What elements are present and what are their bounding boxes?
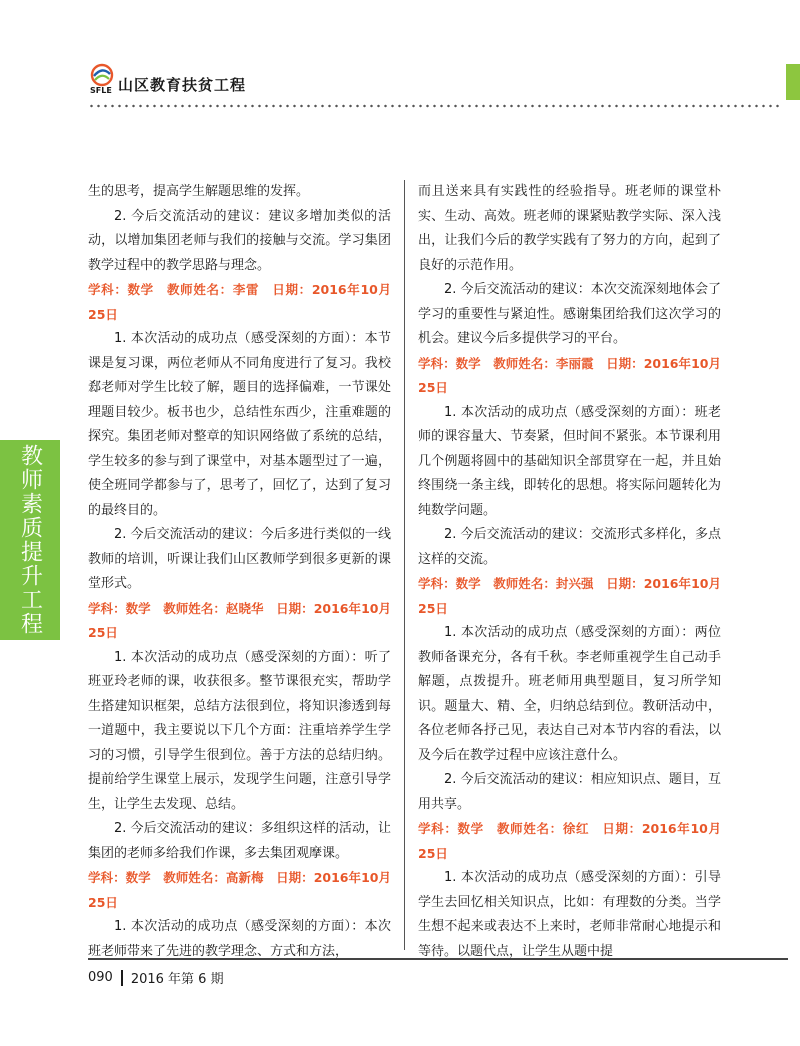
- left-column: [88, 180, 391, 959]
- paragraph: 1. 本次活动的成功点（感受深刻的方面）：班老师的课容量大、节奏紧，但时间不紧张。本节课利用几个例题将圆中的基础知识全部贯穿在一起，并且始终围绕一条主线，即转化的思想。将实际问题转化为纯数学问题。: [418, 404, 721, 518]
- page-header: [88, 64, 778, 104]
- paragraph: 2. 今后交流活动的建议：交流形式多样化，多点这样的交流。: [418, 527, 721, 567]
- header-decoration: [786, 64, 800, 100]
- paragraph-continuation: 而且送来具有实践性的经验指导。班老师的课堂朴实、生动、高效。班老师的课紧贴教学实际、深入浅出，让我们今后的教学实践有了努力的方向，起到了良好的示范作用。: [418, 184, 721, 273]
- page-number: 090: [88, 970, 113, 985]
- paragraph: 1. 本次活动的成功点（感受深刻的方面）：两位教师备课充分，各有千秋。李老师重视学生自己动手解题，点拨提升。班老师用典型题目，复习所学知识。题量大、精、全，归纳总结到位。教研活动中，各位老师各抒己见，表达自己对本节内容的看法，以及今后在教学过程中应该注意什么。: [418, 625, 721, 763]
- page-footer: [88, 968, 224, 987]
- teacher-info-heading: 学科：数学 教师姓名：赵晓华 日期：2016年10月25日: [88, 600, 391, 640]
- side-section-tab: [0, 440, 60, 640]
- issue-label: 2016 年第 6 期: [130, 972, 224, 987]
- brand-title: 山区教育扶贫工程: [118, 76, 247, 94]
- paragraph: 2. 今后交流活动的建议：建议多增加类似的活动，以增加集团老师与我们的接触与交流。学习集团教学过程中的教学思路与理念。: [88, 208, 391, 273]
- teacher-info-heading: 学科：数学 教师姓名：李雷 日期：2016年10月25日: [88, 282, 391, 322]
- paragraph: 2. 今后交流活动的建议：多组织这样的活动，让集团的老师多给我们作课，多去集团观摩课。: [88, 821, 391, 861]
- right-column: [418, 180, 721, 959]
- teacher-info-heading: 学科：数学 教师姓名：高新梅 日期：2016年10月25日: [88, 870, 391, 910]
- logo-text: SFLE: [90, 86, 112, 95]
- dotted-separator: [88, 103, 782, 109]
- paragraph: 2. 今后交流活动的建议：今后多进行类似的一线教师的培训，听课让我们山区教师学到很多更新的课堂形式。: [88, 527, 391, 591]
- paragraph-continuation: 生的思考，提高学生解题思维的发挥。: [88, 184, 310, 199]
- paragraph: 2. 今后交流活动的建议：本次交流深刻地体会了学习的重要性与紧迫性。感谢集团给我们这次学习的机会。建议今后多提供学习的平台。: [418, 282, 721, 346]
- article-body: [88, 180, 728, 959]
- teacher-info-heading: 学科：数学 教师姓名：封兴强 日期：2016年10月25日: [418, 576, 721, 616]
- side-section-label: 教师素质提升工程: [17, 444, 43, 636]
- paragraph: 2. 今后交流活动的建议：相应知识点、题目，互用共享。: [418, 772, 721, 812]
- paragraph: 1. 本次活动的成功点（感受深刻的方面）：引导学生去回忆相关知识点，比如：有理数的分类。当学生想不起来或表达不上来时，老师非常耐心地提示和等待。以题代点，让学生从题中提: [418, 870, 721, 959]
- paragraph: 1. 本次活动的成功点（感受深刻的方面）：本次班老师带来了先进的教学理念、方式和方法，: [88, 919, 391, 959]
- paragraph: 1. 本次活动的成功点（感受深刻的方面）：听了班亚玲老师的课，收获很多。整节课很充实，帮助学生搭建知识框架，总结方法很到位，将知识渗透到每一道题中，我主要说以下几个方面：注重培养学生学习的习惯，引导学生很到位。善于方法的总结归纳。提前给学生课堂上展示，发现学生问题，注意引导学生，让学生去发现、总结。: [88, 649, 391, 812]
- footer-rule: [88, 958, 788, 960]
- teacher-info-heading: 学科：数学 教师姓名：李丽霞 日期：2016年10月25日: [418, 355, 721, 395]
- footer-separator: [121, 970, 123, 986]
- column-divider: [404, 180, 405, 950]
- paragraph: 1. 本次活动的成功点（感受深刻的方面）：本节课是复习课，两位老师从不同角度进行了复习。我校郄老师对学生比较了解，题目的选择偏难，一节课处理题目较少。板书也少，总结性东西少，注重难题的探究。集团老师对整章的知识网络做了系统的总结，学生较多的参与到了课堂中，对基本题型过了一遍，使全班同学都参与了，思考了，回忆了，达到了复习的最终目的。: [88, 331, 391, 518]
- teacher-info-heading: 学科：数学 教师姓名：徐红 日期：2016年10月25日: [418, 821, 721, 861]
